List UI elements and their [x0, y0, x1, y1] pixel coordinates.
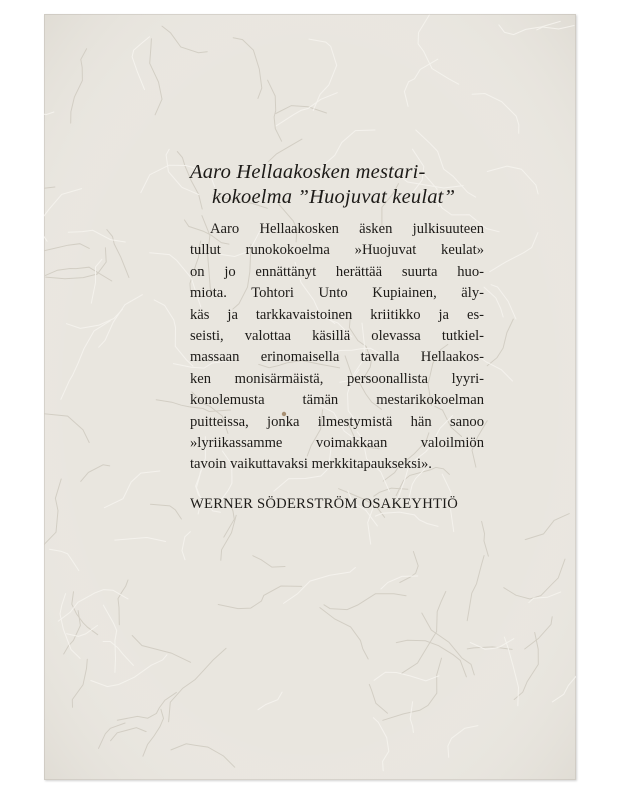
body-line: konolemusta tämän mestarikokoelman — [190, 392, 484, 409]
body-line: miota. Tohtori Unto Kupiainen, äly- — [190, 285, 484, 302]
publisher-name: WERNER SÖDERSTRÖM OSAKEYHTIÖ — [190, 495, 459, 512]
body-line: tullut runokokoelma »Huojuvat keulat» — [190, 242, 484, 259]
blurb-body — [190, 219, 484, 476]
heading-line: kokoelma ”Huojuvat keulat” — [212, 186, 456, 208]
body-line: ken monisärmäistä, persoonallista lyyri- — [190, 370, 484, 387]
body-line: käs ja tarkkavaistoinen kriitikko ja es- — [190, 306, 484, 323]
book-back-cover — [44, 14, 576, 780]
body-line: massaan erinomaisella tavalla Hellaakos- — [190, 349, 484, 366]
body-line: on jo ennättänyt herättää suurta huo- — [190, 263, 484, 280]
body-line: Aaro Hellaakosken äsken julkisuuteen — [210, 221, 484, 237]
body-line: »lyriikassamme voimakkaan valoilmiön — [190, 435, 484, 452]
body-line: tavoin vaikuttavaksi merkkitapaukseksi». — [190, 456, 432, 473]
body-line: puitteissa, jonka ilmestymistä hän sanoo — [190, 413, 484, 430]
body-line: seisti, valottaa käsillä olevassa tutkiel- — [190, 328, 484, 345]
heading-line: Aaro Hellaakosken mestari- — [190, 161, 426, 183]
blurb-heading — [190, 160, 484, 210]
blurb-block — [190, 160, 484, 513]
